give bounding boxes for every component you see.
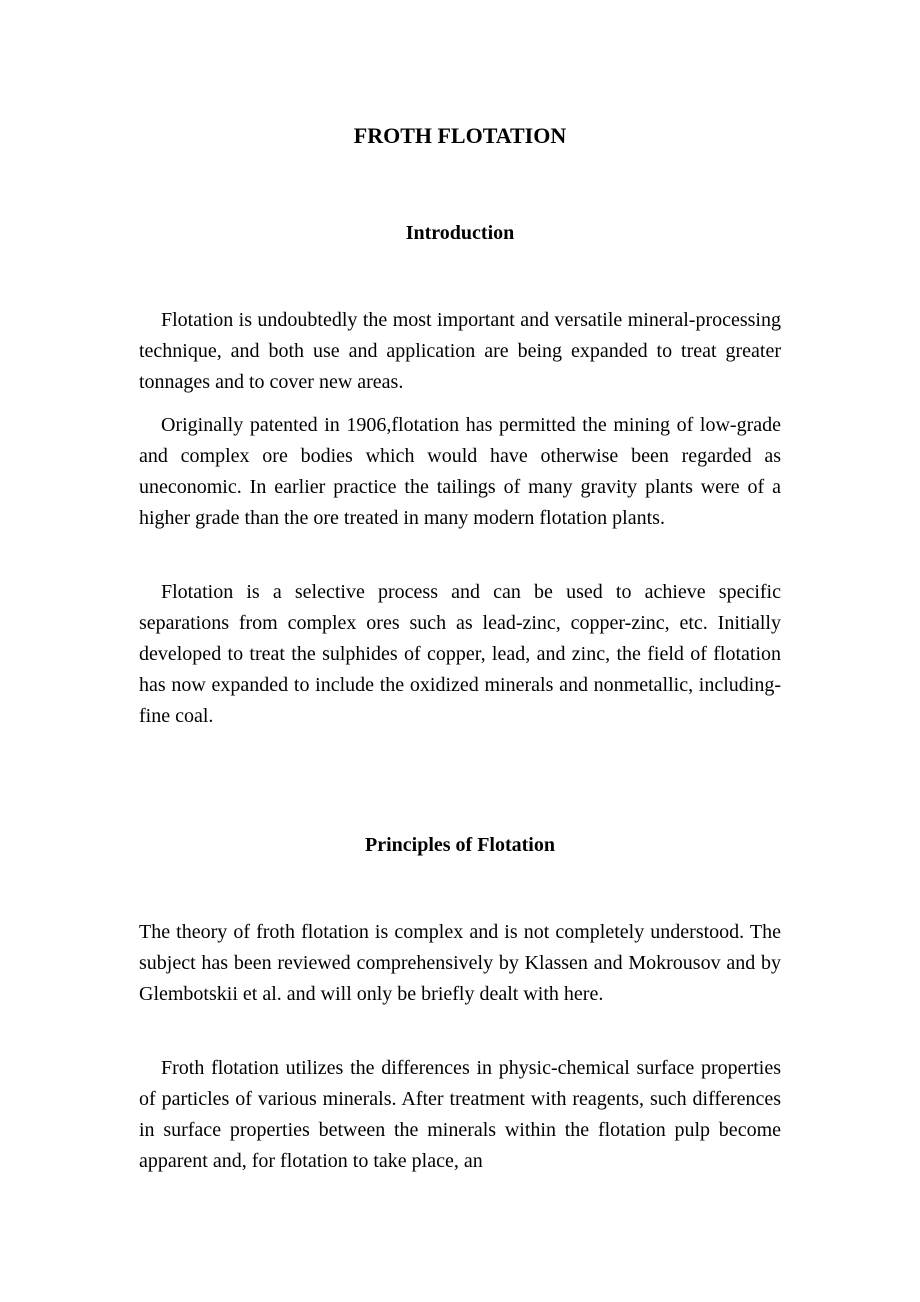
document-title: FROTH FLOTATION: [353, 123, 567, 148]
paragraph-principles-2: Froth flotation utilizes the differences in physic-chemical surface properties of particles of various minerals. After treatment with reagents, such differences in surface properties between the minerals within the flotation pulp become apparent and, for flotation to take place, an: [139, 1057, 781, 1172]
section-heading-introduction: Introduction: [405, 222, 515, 244]
paragraph-intro-1: Flotation is undoubtedly the most important and versatile mineral-processing technique, and both use and application are being expanded to treat greater tonnages and to cover new areas.: [139, 309, 781, 393]
paragraph-principles-1: The theory of froth flotation is complex and is not completely understood. The subject has been reviewed comprehensively by Klassen and Mokrousov and by Glembotskii et al. and will only be briefly dealt with here.: [139, 921, 781, 1005]
section-heading-principles: Principles of Flotation: [365, 834, 555, 856]
paragraph-intro-3: Flotation is a selective process and can be used to achieve specific separations from complex ores such as lead-zinc, copper-zinc, etc. Initially developed to treat the sulphides of copper, lead, and zinc, the field of flotation has now expanded to include the oxidized minerals and nonmetallic, including-fine coal.: [139, 581, 781, 727]
paragraph-intro-2: Originally patented in 1906,flotation has permitted the mining of low-grade and complex ore bodies which would have otherwise been regarded as uneconomic. In earlier practice the tailings of many gravity plants were of a higher grade than the ore treated in many modern flotation plants.: [139, 414, 781, 529]
